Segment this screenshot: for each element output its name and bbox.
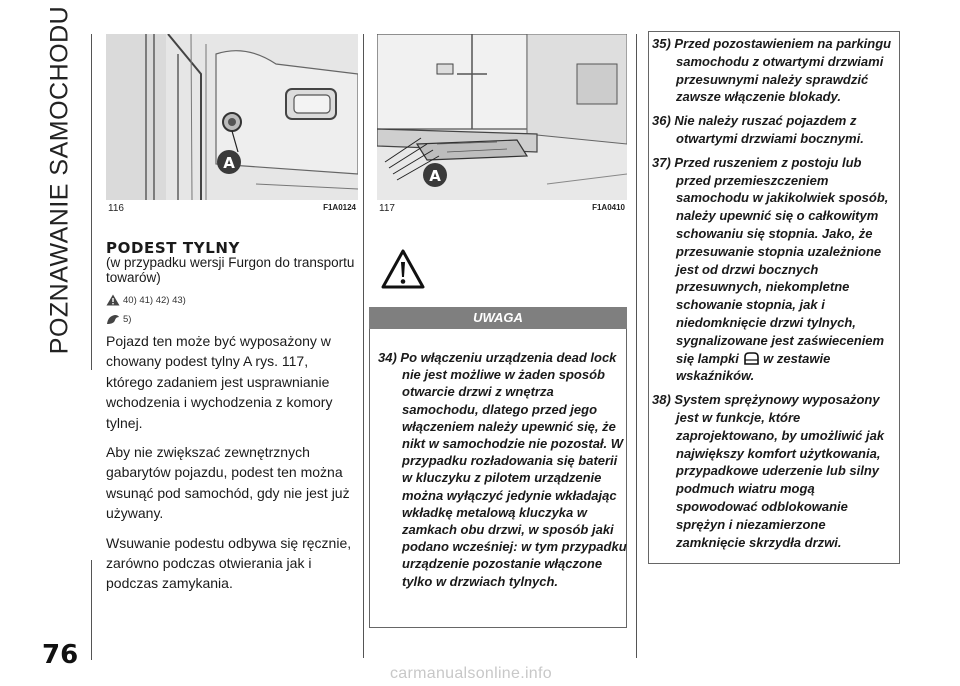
figure-code: F1A0124	[323, 203, 356, 212]
body-paragraph: Pojazd ten może być wyposażony w chowany podest tylny A rys. 117, którego zadaniem jest usprawnianie wchodzenia i wychodzenia z komory tylnej.	[106, 333, 333, 431]
column-divider	[91, 34, 92, 370]
figure-116-caption	[106, 203, 358, 217]
column-divider	[91, 560, 92, 660]
figure-117-caption	[377, 203, 627, 217]
figure-number: 116	[108, 203, 124, 214]
body-text	[106, 331, 358, 603]
warning-list	[378, 349, 628, 596]
section-title	[40, 5, 80, 355]
caution-drop-icon	[106, 313, 120, 325]
door-open-warning-icon	[743, 351, 760, 366]
note-item: 36) Nie należy ruszać pojazdem z otwartymi drzwiami bocznymi.	[652, 113, 864, 146]
notes-list	[652, 35, 898, 557]
figure-116-marker: A	[223, 154, 235, 172]
warning-title: UWAGA	[369, 307, 627, 329]
warning-references	[106, 294, 186, 306]
note-item: 38) System sprężynowy wyposażony jest w funkcje, które zaprojektowano, by umożliwić jak największy komfort użytkowania, przypadkowe uderzenie lub silny podmuch wiatru mogą spowodować odblokowanie sprężyn i niezamierzone zamknięcie skrzydła drzwi.	[652, 392, 885, 550]
body-paragraph: Aby nie zwiększać zewnętrznych gabarytów pojazdu, podest ten można wsunąć pod samochód, gdy nie jest już używany.	[106, 444, 350, 522]
note-item	[652, 154, 898, 385]
column-divider	[636, 34, 637, 658]
body-paragraph: Wsuwanie podestu odbywa się ręcznie, zarówno podczas otwierania jak i podczas zamykania.	[106, 534, 352, 592]
caution-references	[106, 313, 131, 325]
warning-reference-numbers: 40) 41) 42) 43)	[123, 294, 186, 306]
figure-116	[106, 34, 358, 200]
figure-117	[377, 34, 627, 200]
note-item: 35) Przed pozostawieniem na parkingu samochodu z otwartymi drzwiami przesuwnymi należy sprawdzić zawsze włączenie blokady.	[652, 36, 892, 105]
section-title-text: POZNAWANIE SAMOCHODU	[45, 5, 74, 355]
figure-117-illustration	[377, 34, 627, 200]
warning-triangle-icon	[106, 294, 120, 306]
caution-reference-numbers: 5)	[123, 313, 132, 325]
watermark: carmanualsonline.info	[390, 665, 552, 682]
page-number: 76	[42, 640, 79, 670]
note-item-text: w zestawie wskaźników.	[676, 350, 831, 384]
figure-code: F1A0410	[592, 203, 625, 212]
column-divider	[363, 34, 364, 658]
warning-item: 34) Po włączeniu urządzenia dead lock nie jest możliwe w żaden sposób otwarcie drzwi z wnętrza samochodu, dlatego przed jego włączeniem należy upewnić się, że nikt w samochodzie nie pozostał. W przypadku rozładowania się baterii w kluczyku z pilotem urządzenie można wyłączyć jedynie wkładając wkładkę metalową kluczyka w zamkach obu drzwi, w sposób jaki podano wcześniej: w tym przypadku urządzenie pozostanie włączone tylko w drzwiach tylnych.	[378, 350, 627, 589]
figure-number: 117	[379, 203, 395, 214]
figure-117-marker: A	[429, 167, 441, 185]
figure-116-illustration	[106, 34, 358, 200]
warning-icon	[381, 249, 425, 294]
note-item-text: 37) Przed ruszeniem z postoju lub przed przemieszczeniem samochodu w jakikolwiek sposób, należy upewnić się o całkowitym schowaniu się stopnia. Jako, że przesuwanie stopnia uzależnione jest od drzwi bocznych przesuwnych, niekompletne schowanie stopnia, jak i niedomknięcie drzwi tylnych, sygnalizowane jest zaświeceniem się lampki	[652, 154, 889, 366]
section-subheading: (w przypadku wersji Furgon do transportu towarów)	[106, 255, 355, 285]
section-heading: PODEST TYLNY	[106, 239, 240, 257]
